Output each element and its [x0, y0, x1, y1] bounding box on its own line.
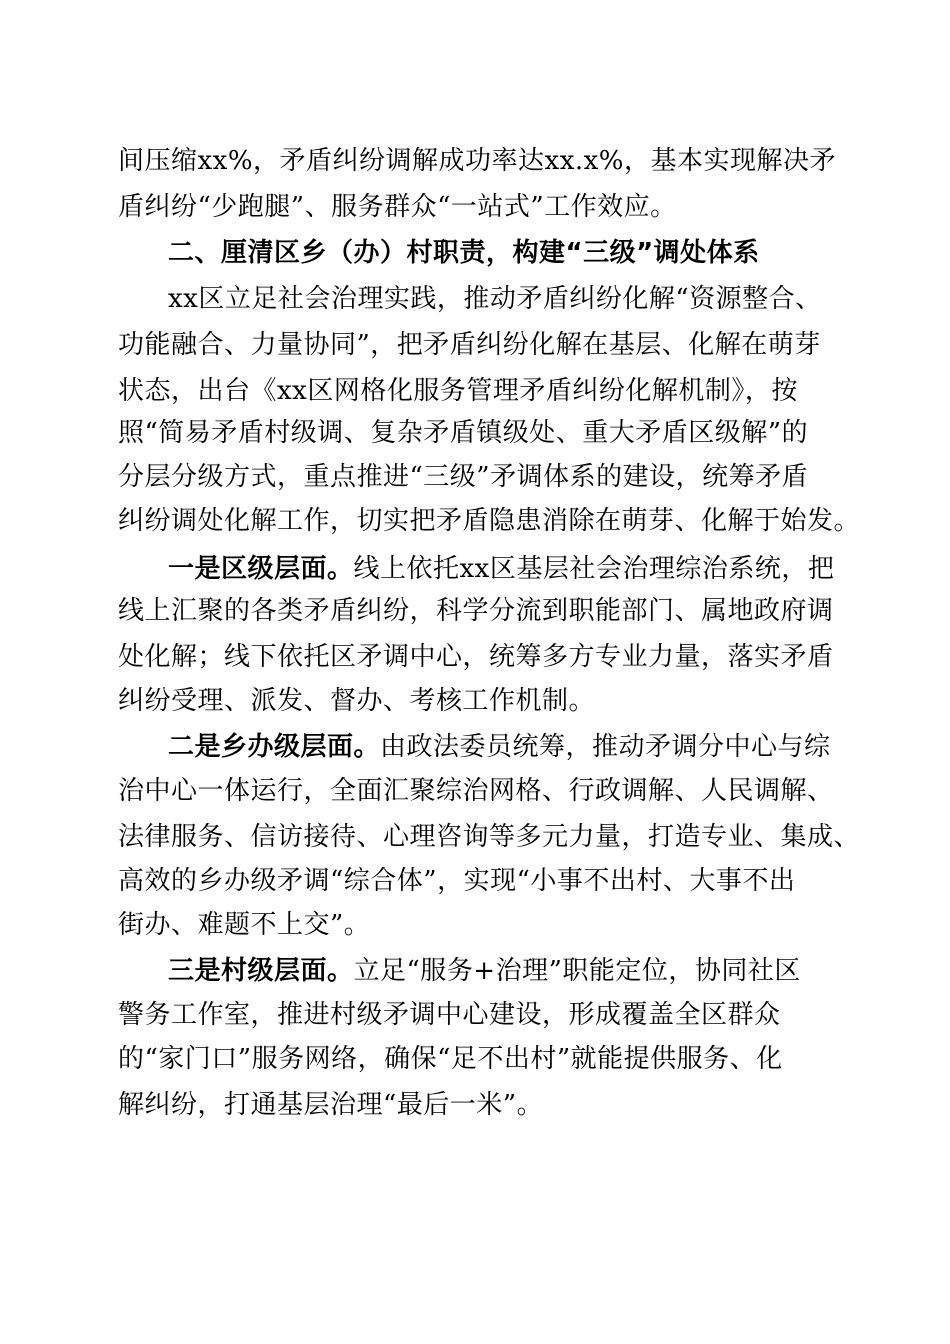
paragraph-3-line-1 [168, 554, 834, 584]
paragraph-5-line-1-text: 立足“服务+治理”职能定位，协同社区 [353, 956, 801, 986]
paragraph-5-lead: 三是村级层面。 [168, 956, 354, 986]
paragraph-4-line-4: 高效的乡办级矛调“综合体”，实现“小事不出村、大事不出 [118, 866, 796, 896]
paragraph-4-line-1-text: 由政法委员统筹，推动矛调分中心与综 [380, 732, 831, 762]
paragraph-2-line-3: 状态，出台《xx区网格化服务管理矛盾纠纷化解机制》，按 [118, 376, 798, 406]
paragraph-5-line-4: 解纠纷，打通基层治理“最后一米”。 [118, 1090, 544, 1120]
paragraph-1-line-2: 盾纠纷“少跑腿”、服务群众“一站式”工作效应。 [118, 192, 677, 222]
paragraph-2-line-1: xx区立足社会治理实践，推动矛盾纠纷化解“资源整合、 [168, 284, 822, 314]
paragraph-4-lead: 二是乡办级层面。 [168, 732, 381, 762]
paragraph-3-line-3: 处化解；线下依托区矛调中心，统筹多方专业力量，落实矛盾 [118, 642, 834, 672]
paragraph-5-line-2: 警务工作室，推进村级矛调中心建设，形成覆盖全区群众 [118, 1000, 781, 1030]
paragraph-2-line-2: 功能融合、力量协同”，把矛盾纠纷化解在基层、化解在萌芽 [118, 330, 821, 360]
paragraph-4-line-1 [168, 732, 831, 762]
paragraph-3-line-2: 线上汇聚的各类矛盾纠纷，科学分流到职能部门、属地政府调 [118, 596, 834, 626]
paragraph-4-line-5: 街办、难题不上交”。 [118, 910, 371, 940]
paragraph-2-line-4: 照“简易矛盾村级调、复杂矛盾镇级处、重大矛盾区级解”的 [118, 418, 809, 448]
section-heading-2: 二、厘清区乡（办）村职责，构建“三级”调处体系 [168, 238, 760, 268]
paragraph-5-line-1 [168, 956, 801, 986]
paragraph-4-line-3: 法律服务、信访接待、心理咨询等多元力量，打造专业、集成、 [118, 822, 861, 852]
paragraph-3-lead: 一是区级层面。 [168, 554, 354, 584]
paragraph-2-line-6: 纠纷调处化解工作，切实把矛盾隐患消除在萌芽、化解于始发。 [118, 506, 861, 536]
paragraph-2-line-5: 分层分级方式，重点推进“三级”矛调体系的建设，统筹矛盾 [118, 462, 809, 492]
paragraph-3-line-1-text: 线上依托xx区基层社会治理综治系统，把 [353, 554, 835, 584]
paragraph-5-line-3: 的“家门口”服务网络，确保“足不出村”就能提供服务、化 [118, 1044, 783, 1074]
paragraph-1-line-1: 间压缩xx%，矛盾纠纷调解成功率达xx.x%，基本实现解决矛 [118, 146, 836, 176]
paragraph-4-line-2: 治中心一体运行，全面汇聚综治网格、行政调解、人民调解、 [118, 776, 834, 806]
paragraph-3-line-4: 纠纷受理、派发、督办、考核工作机制。 [118, 686, 596, 716]
